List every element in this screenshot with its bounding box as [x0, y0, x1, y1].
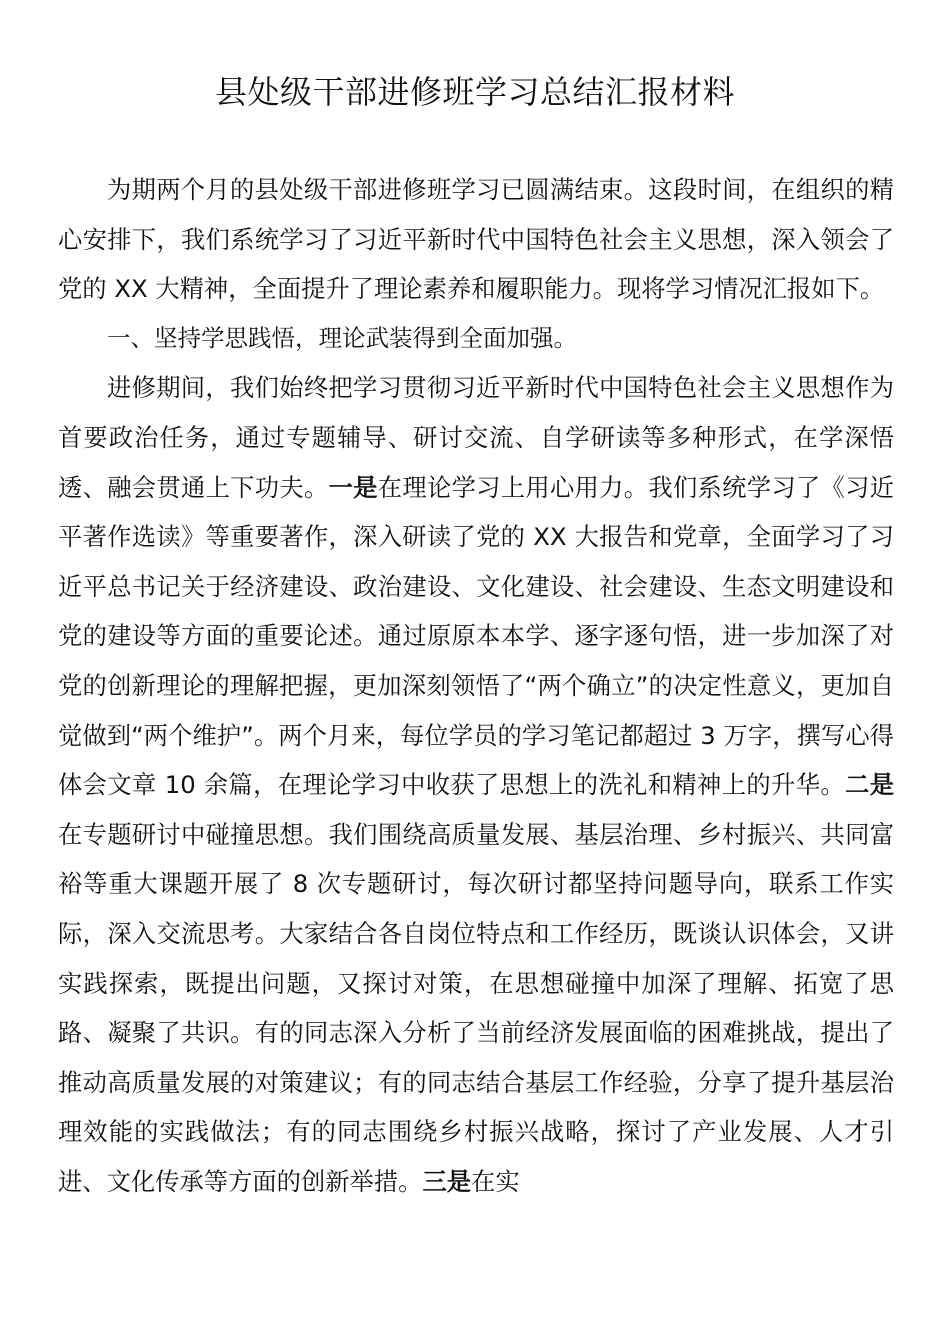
section-1-lead: 进修期间，我们始终把学习贯彻习近平新时代中国特色社会主义思想作为首要政治任务，通过专题辅导、研讨交流、自学研读等多种形式，在学深悟透、融会贯通上下功夫。: [58, 373, 894, 502]
document-body: [58, 165, 894, 1206]
point-2-text: 在专题研讨中碰撞思想。我们围绕高质量发展、基层治理、乡村振兴、共同富裕等重大课题开展了 8 次专题研讨，每次研讨都坚持问题导向，联系工作实际，深入交流思考。大家结合各自岗位特点和工作经历，既谈认识体会，又讲实践探索，既提出问题，又探讨对策，在思想碰撞中加深了理解、拓宽了思路、凝聚了共识。有的同志深入分析了当前经济发展面临的困难挑战，提出了推动高质量发展的对策建议；有的同志结合基层工作经验，分享了提升基层治理效能的实践做法；有的同志围绕乡村振兴战略，探讨了产业发展、人才引进、文化传承等方面的创新举措。: [58, 819, 894, 1196]
section-heading-1: 一、坚持学思践悟，理论武装得到全面加强。: [107, 323, 577, 352]
intro-paragraph: 为期两个月的县处级干部进修班学习已圆满结束。这段时间，在组织的精心安排下，我们系统学习了习近平新时代中国特色社会主义思想，深入领会了党的 XX 大精神，全面提升了理论素养和履职能力。现将学习情况汇报如下。: [58, 175, 894, 304]
point-3-text: 在实: [471, 1166, 520, 1196]
point-1-label: 一是: [328, 472, 378, 502]
point-1-text: 在理论学习上用心用力。我们系统学习了《习近平著作选读》等重要著作，深入研读了党的 XX 大报告和党章，全面学习了习近平总书记关于经济建设、政治建设、文化建设、社会建设、生态文明建设和党的建设等方面的重要论述。通过原原本本学、逐字逐句悟，进一步加深了对党的创新理论的理解把握，更加深刻领悟了“两个确立”的决定性意义，更加自觉做到“两个维护”。两个月来，每位学员的学习笔记都超过 3 万字，撰写心得体会文章 10 余篇，在理论学习中收获了思想上的洗礼和精神上的升华。: [58, 472, 895, 800]
point-2-label: 二是: [845, 770, 894, 800]
point-3-label: 三是: [422, 1166, 472, 1196]
document-title: 县处级干部进修班学习总结汇报材料: [214, 73, 735, 111]
section-1-paragraph: [58, 363, 894, 1206]
